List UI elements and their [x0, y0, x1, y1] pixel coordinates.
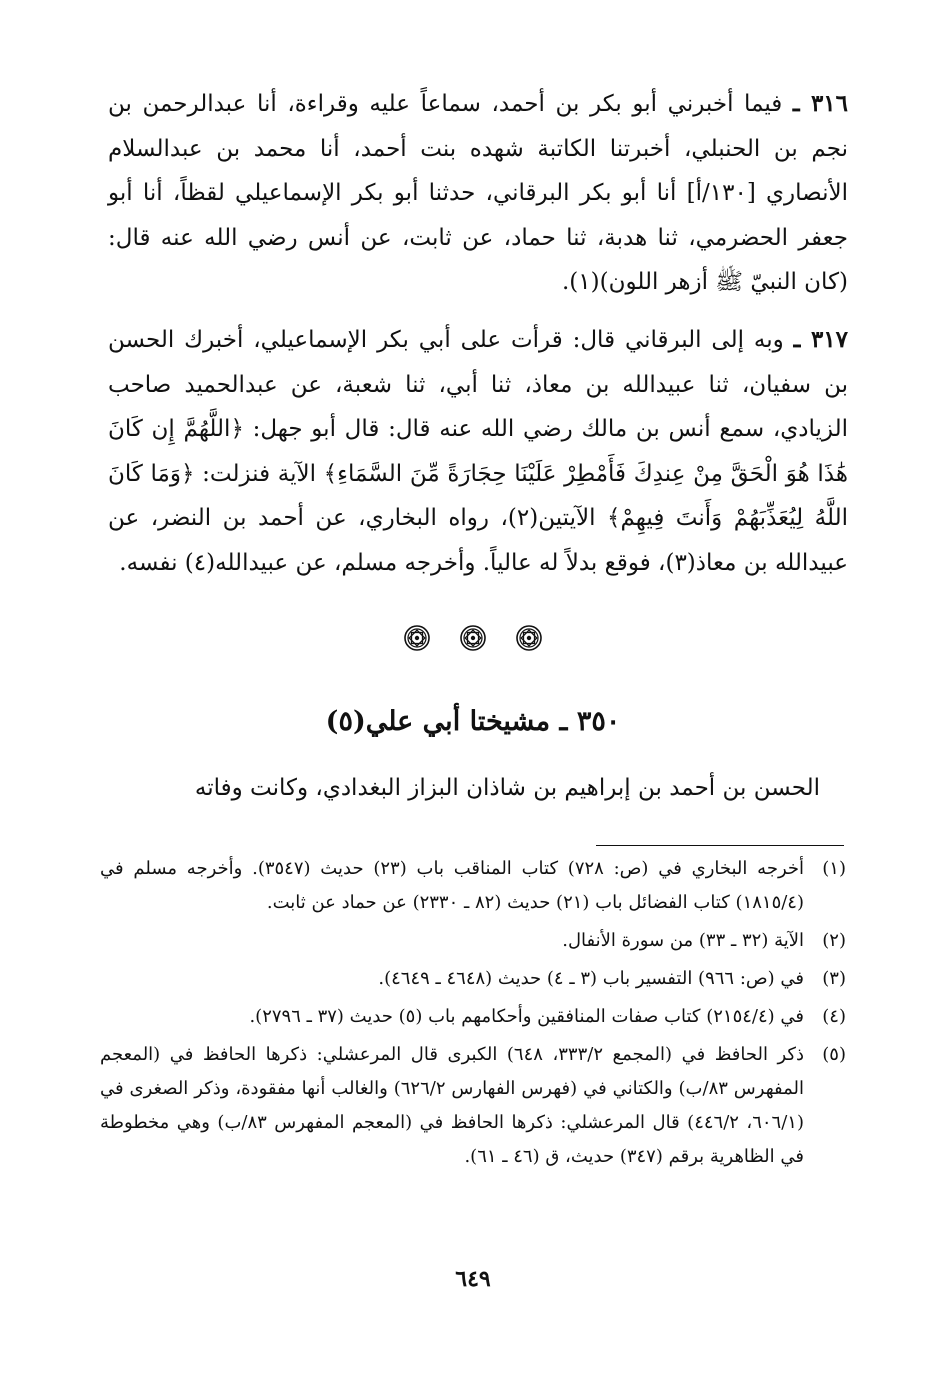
footnote-item: [100, 924, 846, 958]
hadith-text: فيما أخبرني أبو بكر بن أحمد، سماعاً عليه وقراءة، أنا عبدالرحمن بن نجم بن الحنبلي، أخبرتنا الكاتبة شهده بنت أحمد، أنا محمد بن عبدالسلام الأنصاري [١٣٠/أ] أنا أبو بكر البرقاني، حدثنا أبو بكر الإسماعيلي لقظاً، أنا أبو جعفر الحضرمي، ثنا هدبة، ثنا حماد، عن ثابت، عن أنس رضي الله عنه قال: (كان النبيّ ﷺ أزهر اللون)(١).: [108, 91, 848, 295]
footnote-divider: [596, 845, 844, 846]
footnote-item: [100, 1000, 846, 1034]
interlaced-rosette-icon: [516, 625, 542, 651]
footnote-item: [100, 852, 846, 920]
hadith-text: وبه إلى البرقاني قال: قرأت على أبي بكر الإسماعيلي، أخبرك الحسن بن سفيان، ثنا عبيدالله بن معاذ، ثنا أبي، ثنا شعبة، عن عبدالحميد صاحب الزيادي، سمع أنس بن مالك رضي الله عنه قال: قال أبو جهل: ﴿اللَّهُمَّ إِن كَانَ هَٰذَا هُوَ الْحَقَّ مِنْ عِندِكَ فَأَمْطِرْ عَلَيْنَا حِجَارَةً مِّنَ السَّمَاءِ﴾ الآية فنزلت: ﴿وَمَا كَانَ اللَّهُ لِيُعَذِّبَهُمْ وَأَنتَ فِيهِمْ﴾ الآيتين(٢)، رواه البخاري، عن أحمد بن النضر، عن عبيدالله بن معاذ(٣)، فوقع بدلاً له عالياً. وأخرجه مسلم، عن عبيدالله(٤) نفسه.: [108, 327, 849, 576]
footnote-number: (٣): [822, 968, 846, 989]
section-heading: ٣٥٠ ـ مشيختا أبي علي(٥): [325, 706, 621, 737]
footnote-text: ذكر الحافظ في (المجمع ٣٣٣/٢، ٦٤٨) الكبرى قال المرعشلي: ذكرها الحافظ في (المعجم المفهرس ٨٣/ب) والكتاني في (فهرس الفهارس ٦٢٦/٢) والغالب أنها مفقودة، وذكر الصغرى في (٦٠٦/١، ٤٤٦/٢) قال المرعشلي: ذكرها الحافظ في (المعجم المفهرس ٨٣/ب) وهي مخطوطة في الظاهرية برقم (٣٤٧) حديث، ق (٤٦ ـ ٦١).: [100, 1044, 805, 1167]
footnote-text: الآية (٣٢ ـ ٣٣) من سورة الأنفال.: [562, 930, 804, 951]
footnote-text: في (٢١٥٤/٤) كتاب صفات المنافقين وأحكامهم باب (٥) حديث (٣٧ ـ ٢٧٩٦).: [249, 1006, 804, 1027]
hadith-paragraph-316: [108, 82, 848, 305]
hadith-number: ٣١٧ ـ: [793, 326, 849, 353]
footnote-number: (٤): [822, 1006, 846, 1027]
footnote-number: (٥): [822, 1044, 846, 1065]
page-number: ٦٤٩: [455, 1266, 491, 1292]
footnote-number: (١): [822, 858, 846, 879]
footnote-number: (٢): [822, 930, 846, 951]
hadith-paragraph-317: [108, 318, 848, 585]
interlaced-rosette-icon: [404, 625, 430, 651]
footnote-item: [100, 962, 846, 996]
hadith-number: ٣١٦ ـ: [792, 90, 848, 117]
footnote-text: في (ص: ٩٦٦) التفسير باب (٣ ـ ٤) حديث (٤٦٤٨ ـ ٤٦٤٩).: [378, 968, 804, 989]
section-text: الحسن بن أحمد بن إبراهيم بن شاذان البزاز البغدادي، وكانت وفاته: [194, 775, 820, 801]
footnotes: [100, 852, 846, 1178]
section-divider: [0, 625, 946, 651]
footnote-text: أخرجه البخاري في (ص: ٧٢٨) كتاب المناقب باب (٢٣) حديث (٣٥٤٧). وأخرجه مسلم في (١٨١٥/٤) كتاب الفضائل باب (٢١) حديث (٨٢ ـ ٢٣٣٠) عن حماد عن ثابت.: [100, 858, 805, 913]
interlaced-rosette-icon: [460, 625, 486, 651]
footnote-item: [100, 1038, 846, 1174]
